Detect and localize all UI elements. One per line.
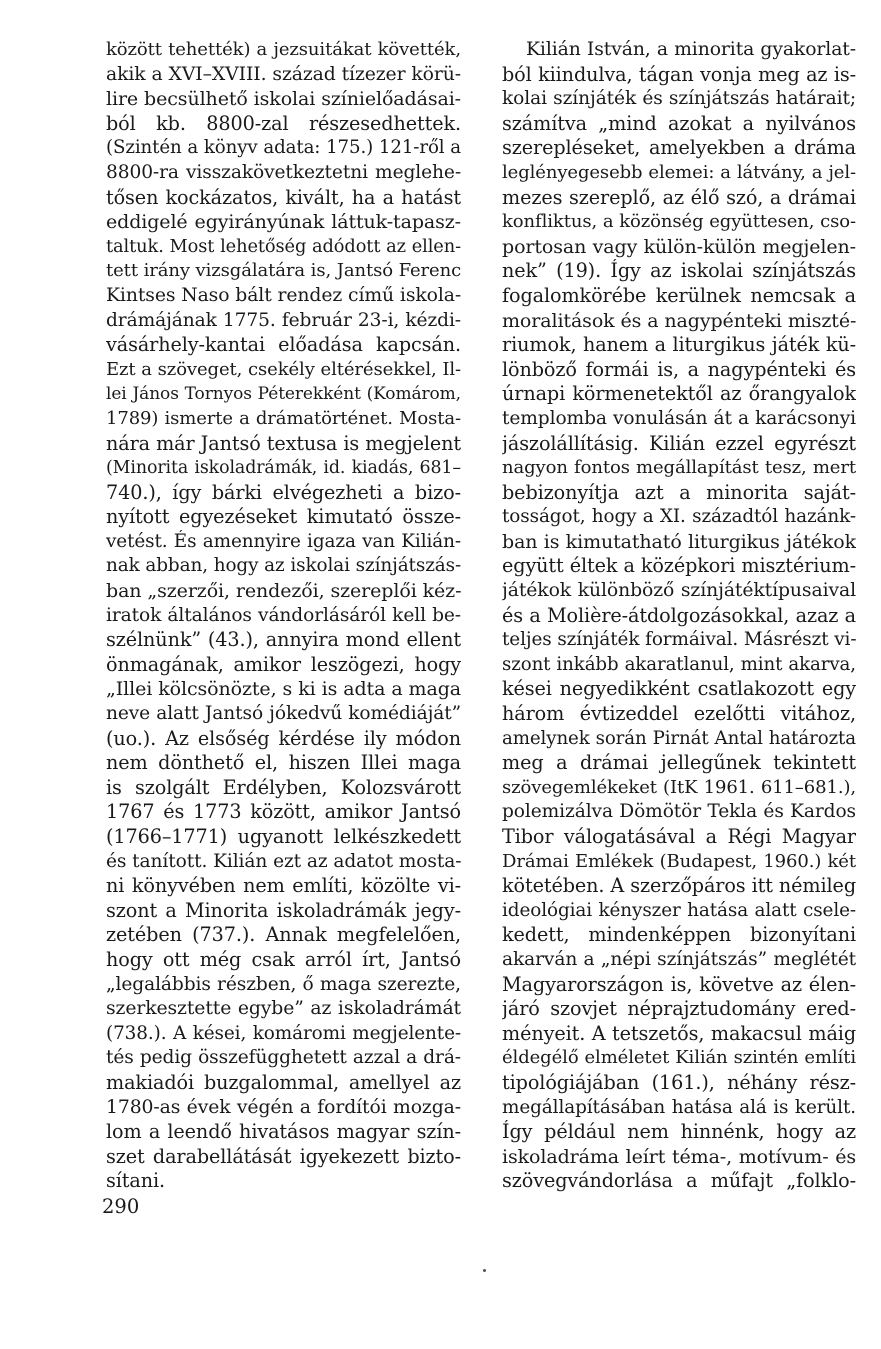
text-line: konfliktus, a közönség együttesen, cso- <box>502 211 856 233</box>
text-line: vetést. És amennyire igaza van Kilián- <box>106 530 461 552</box>
text-line: is szolgált Erdélyben, Kolozsvárott <box>106 775 461 799</box>
text-line: (uo.). Az elsőség kérdése ily módon <box>106 726 461 750</box>
text-line: tipológiájában (161.), néhány rész- <box>502 1070 856 1094</box>
text-line: (Minorita iskoladrámák, id. kiadás, 681– <box>106 458 461 479</box>
text-line: szövegvándorlása a műfajt „folklo- <box>502 1169 856 1193</box>
text-line: templomba vonulásán át a karácsonyi <box>502 407 856 429</box>
text-line: iskoladráma leírt téma-, motívum- és <box>502 1145 856 1168</box>
text-line: neve alatt Jantsó jókedvű komédiáját” <box>106 703 461 725</box>
text-line: ményeit. A tetszetős, makacsul máig <box>502 1021 856 1045</box>
text-line: szerepléseket, amelyekben a dráma <box>502 136 856 160</box>
text-line: Tibor válogatásával a Régi Magyar <box>502 825 856 848</box>
text-line: zetében (737.). Annak megfelelően, <box>106 923 461 947</box>
text-line: 1789) ismerte a drámatörténet. Mosta- <box>106 407 461 429</box>
scan-speck <box>483 1269 486 1272</box>
text-line: ban is kimutatható liturgikus játékok <box>502 530 856 553</box>
text-line: taltuk. Most lehetőség adódott az ellen- <box>106 235 461 257</box>
text-line: lom a leendő hivatásos magyar szín- <box>106 1120 461 1144</box>
text-line: 1780-as évek végén a fordítói mozga- <box>106 1096 461 1118</box>
text-line: teljes színjáték formáival. Másrészt vi- <box>502 629 856 651</box>
text-line: iratok általános vándorlásáról kell be- <box>106 604 461 626</box>
left-text-column <box>106 38 461 1194</box>
text-line: amelynek során Pirnát Antal határozta <box>502 727 856 749</box>
right-text-column <box>502 38 856 1194</box>
text-line: és a Molière-átdolgozásokkal, azaz a <box>502 603 856 627</box>
text-line: kedett, mindenképpen bizonyítani <box>502 923 856 947</box>
text-line: fogalomkörébe kerülnek nemcsak a <box>502 283 856 307</box>
text-line: 1767 és 1773 között, amikor Jantsó <box>106 800 461 824</box>
text-line: polemizálva Dömötör Tekla és Kardos <box>502 801 856 823</box>
text-line: szövegemlékeket (ItK 1961. 611–681.), <box>502 776 856 798</box>
text-line: számítva „mind azokat a nyilvános <box>502 111 856 135</box>
text-line: (1766–1771) ugyanott lelkészkedett <box>106 825 461 848</box>
text-line: Ezt a szöveget, csekély eltérésekkel, Il- <box>106 358 461 380</box>
text-line: és tanított. Kilián ezt az adatot mosta- <box>106 850 461 872</box>
text-line: tett irány vizsgálatára is, Jantsó Ferenc <box>106 260 461 282</box>
text-line: Kilián István, a minorita gyakorlat- <box>526 39 856 60</box>
text-line: sítani. <box>106 1169 166 1193</box>
text-line: ideológiai kényszer hatása alatt csele- <box>502 899 856 921</box>
text-line: kései negyedikként csatlakozott egy <box>502 677 856 701</box>
text-line: Drámai Emlékek (Budapest, 1960.) két <box>502 850 856 872</box>
text-line: riumok, hanem a liturgikus játék kü- <box>502 333 856 357</box>
text-line: lönböző formái is, a nagypénteki és <box>502 357 856 381</box>
text-line: lei János Tornyos Péterekként (Komárom, <box>106 384 461 405</box>
text-line: vásárhely-kantai előadása kapcsán. <box>106 333 461 357</box>
text-line: nára már Jantsó textusa is megjelent <box>106 431 461 455</box>
text-line: drámájának 1775. február 23-i, kézdi- <box>106 309 461 331</box>
text-line: között tehették) a jezsuitákat követték, <box>106 39 461 60</box>
text-line: tosságot, hogy a XI. századtól hazánk- <box>502 506 856 528</box>
text-line: portosan vagy külön-külön megjelen- <box>502 235 856 258</box>
text-line: akik a XVI–XVIII. század tízezer körü- <box>106 63 461 85</box>
text-line: ni könyvében nem említi, közölte vi- <box>106 874 461 898</box>
text-line: hogy ott még csak arról írt, Jantsó <box>106 947 461 971</box>
text-line: ból kb. 8800-zal részesedhettek. <box>106 111 461 135</box>
text-line: leglényegesebb elemei: a látvány, a jel- <box>502 161 856 183</box>
page-number: 290 <box>102 1195 140 1218</box>
text-line: makiadói buzgalommal, amellyel az <box>106 1070 461 1094</box>
text-line: (Szintén a könyv adata: 175.) 121-ről a <box>106 137 461 159</box>
text-line: tősen kockázatos, kivált, ha a hatást <box>106 185 461 209</box>
text-line: szélnünk” (43.), annyira mond ellent <box>106 628 461 652</box>
text-line: tés pedig összefügghetett azzal a drá- <box>106 1047 461 1069</box>
text-line: szerkesztette egybe” az iskoladrámát <box>106 998 461 1020</box>
text-line: lire becsülhető iskolai színielőadásai- <box>106 88 461 111</box>
text-line: ból kiindulva, tágan vonja meg az is- <box>502 62 856 86</box>
text-line: akarván a „népi színjátszás” meglétét <box>502 948 856 970</box>
text-line: játékok különböző színjátéktípusaival <box>502 580 856 602</box>
text-line: mezes szereplő, az élő szó, a drámai <box>502 185 856 209</box>
text-line: együtt éltek a középkori misztérium- <box>502 554 856 578</box>
text-line: jászolállításig. Kilián ezzel egyrészt <box>502 431 856 455</box>
text-line: szont inkább akaratlanul, mint akarva, <box>502 653 856 675</box>
text-line: Magyarországon is, követve az élen- <box>502 972 856 996</box>
text-line: Kintses Naso bált rendez című iskola- <box>106 284 461 306</box>
text-line: moralitások és a nagypénteki miszté- <box>502 309 856 332</box>
text-line: 740.), így bárki elvégezheti a bizo- <box>106 480 461 504</box>
text-line: „Illei kölcsönözte, s ki is adta a maga <box>106 678 461 701</box>
text-line: kötetében. A szerzőpáros itt némileg <box>502 874 856 898</box>
text-line: 8800-ra visszakövetkeztetni meglehe- <box>106 161 461 183</box>
text-line: ban „szerzői, rendezői, szereplői kéz- <box>106 580 461 603</box>
text-line: önmagának, amikor leszögezi, hogy <box>106 652 461 676</box>
text-line: nem dönthető el, hiszen Illei maga <box>106 751 461 775</box>
text-line: nak abban, hogy az iskolai színjátszás- <box>106 555 461 577</box>
text-line: (738.). A kései, komáromi megjelente- <box>106 1022 461 1044</box>
text-line: Így például nem hinnénk, hogy az <box>502 1120 856 1144</box>
text-line: kolai színjáték és színjátszás határait; <box>502 88 856 110</box>
text-line: meg a drámai jellegűnek tekintett <box>502 751 856 775</box>
text-line: éldegélő elméletet Kilián szintén említi <box>502 1047 856 1069</box>
text-line: három évtizeddel ezelőtti vitához, <box>502 702 856 726</box>
text-line: járó szovjet néprajztudomány ered- <box>502 997 856 1021</box>
text-line: nagyon fontos megállapítást tesz, mert <box>502 457 856 479</box>
text-line: szont a Minorita iskoladrámák jegy- <box>106 898 461 922</box>
text-line: szet darabellátását igyekezett bizto- <box>106 1144 461 1168</box>
text-line: megállapításában hatása alá is került. <box>502 1096 856 1118</box>
text-line: bebizonyítja azt a minorita saját- <box>502 480 856 504</box>
text-line: nyított egyezéseket kimutató össze- <box>106 505 461 529</box>
text-line: nek” (19). Így az iskolai színjátszás <box>502 259 856 283</box>
text-line: „legalábbis részben, ő maga szerezte, <box>106 973 461 995</box>
text-line: úrnapi körmenetektől az őrangyalok <box>502 382 856 406</box>
text-line: eddigelé egyirányúnak láttuk-tapasz- <box>106 211 461 234</box>
